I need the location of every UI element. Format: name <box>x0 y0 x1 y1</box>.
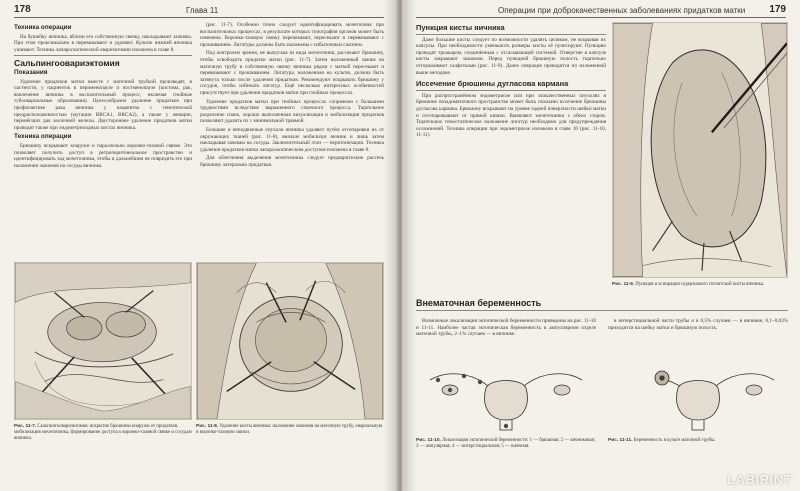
figure-caption-text: Сальпингоовариэктомия: вскрытие брюшины кнаружи от придатков, мобилизация мочеточника, формирование доступа к воронко-тазовой связке и сосудам яичника. <box>14 424 192 441</box>
right-page <box>402 0 800 491</box>
figure-caption-text: Удаление кисты яичника: наложение зажимов на маточную трубу, овариальную и воронко-тазовую связки. <box>196 424 383 435</box>
body-paragraph: Удаление придатков матки при гнойных процессах сопряжено с большими трудностями вследствие выраженного спаечного процесса. Тщательное разделение спаек, хорошо выполненная визуализация и мобилизация придатков позволяют удалить их с минимальной травмой. <box>200 98 384 125</box>
left-column-1 <box>14 22 192 171</box>
section-rule <box>14 55 192 56</box>
figure-caption-text: Локализация эктопической беременности: 1 — брюшная; 2 — яичниковая; 3 — ампулярная; 4 — интерстициальная; 5 — шеечная. <box>416 438 596 449</box>
figure-11-7-illustration <box>14 262 192 420</box>
uterus-stump-pregnancy-icon <box>608 350 788 434</box>
figure-11-10-caption <box>416 438 596 450</box>
header-rule-right <box>416 17 786 18</box>
figure-11-9-caption <box>612 282 788 288</box>
body-paragraph: в интерстициальной части трубы и в 0,5% случаев — в яичнике; 0,1–0,03% приходится на шейку матки и брюшную полость. <box>608 318 788 331</box>
figure-11-8-illustration <box>196 262 384 420</box>
figure-11-7-caption <box>14 424 192 441</box>
figure-11-11-caption <box>608 438 788 444</box>
running-head-right: Операции при доброкачественных заболеваниях придатков матки <box>498 6 746 15</box>
figure-label: Рис. 11-7. <box>14 424 37 429</box>
page-number-right: 179 <box>769 4 786 15</box>
body-paragraph: На бушейку яичника, вблизи его собственную связку, накладывают зажимы. При этом проксимально в перевязывают и удаляют. Культю нижней яичника ушивают. Техника лапароскопической овариэктомии изложена в главе 8. <box>14 33 192 53</box>
sub-heading: Техника операции <box>14 133 72 141</box>
body-paragraph: Удаление придатков матки вместе с маточной трубкой производят, в частности, у пациенток в перименопаузе и постменопаузе (кистома, рак, вовлечение яичника в воспалительный процесс, включая гнойные тубоовариальные образования). Целесообразно удаление придатков при профилактике рака яичника у пациенток с генетической предрасположенностью (мутации BRCA1, BRCA2), а также у женщин, перенёсших рак молочной железы. Двустороннее удаление придатков матки проводят также при эндометриоидных кистах яичника. <box>14 78 192 131</box>
store-watermark: LABIRINT <box>727 472 792 487</box>
figure-caption-text: Пункция и аспирация содержимого гигантской кисты яичника. <box>635 282 765 287</box>
body-paragraph: Для облегчения выделения мочеточника следует предварительно рассечь брюшину латерально придатков. <box>200 155 384 168</box>
figure-11-11-illustration <box>608 350 788 434</box>
page-number-left: 178 <box>14 4 31 15</box>
right-column-1 <box>416 22 606 290</box>
body-paragraph: Даже большие кисты следует по возможности удалять целиком, не вскрывая их капсулы. При необходимости уменьшить размеры кисты её пунктируют. Пункцию проводят троакаром, соединённым с отсасывающей системой. Отверстие в капсуле кисты закрывают зажимом. Перед пункцией брюшную полость тщательно отгораживают салфетками (рис. 11-9). Далее операция проводится по изложенной выше методике. <box>416 36 606 76</box>
ectopic-text-right <box>608 318 788 333</box>
left-page <box>0 0 398 491</box>
ectopic-text-left <box>416 318 596 340</box>
body-paragraph: Большие и неподвижные опухоли яичника удаляют путём отсепаровки их от окружающих тканей (рис. 11-8), вначале мобилизуя яичник и лишь затем накладывая зажимы на сосуды. Заключительный этап — перитонизация. Техника удаления придатков матки лапароскопическим доступом изложена в главе 8. <box>200 126 384 153</box>
figure-label: Рис. 11-10. <box>416 438 441 443</box>
section-heading: Пункция кисты яичника <box>416 23 505 32</box>
running-head-left: Глава 11 <box>186 6 219 15</box>
section-heading: Техника операции <box>14 24 72 31</box>
body-paragraph: (рис. 11-7). Особенно точно следует идентифицировать мочеточник при воспалительных процессах, в результате которых топография органов может быть изменена. Воронко-тазовую связку пережимают, пересекают и перевязывают с прошиванием. Лигатуры должны быть наложены с избыточным сжатием. <box>200 22 384 48</box>
body-paragraph: Брюшину вскрывают кнаружи и параллельно воронко-тазовой связке. Это позволяет получить доступ в ретроперитонеальное пространство и идентифицировать ход мочеточника, чтобы в дальнейшем не повредить его при наложении зажимов на сосуды яичника. <box>14 142 192 169</box>
ovarian-cyst-puncture-icon <box>613 23 787 277</box>
header-rule-left <box>14 17 384 18</box>
figure-caption-text: Беременность в культе маточной трубы. <box>633 438 716 443</box>
section-heading: Иссечение брюшины дугласова кармана <box>416 79 569 89</box>
left-column-2 <box>200 22 384 262</box>
sub-heading: Показания <box>14 68 48 76</box>
uterus-diagram-icon <box>416 350 596 434</box>
figure-11-10-illustration <box>416 350 596 434</box>
ectopic-section <box>416 296 788 313</box>
figure-label: Рис. 11-11. <box>608 438 633 443</box>
section-heading: Сальпингоовариэктомия <box>14 58 120 69</box>
figure-11-8-caption <box>196 424 384 436</box>
section-rule <box>416 90 606 91</box>
figure-label: Рис. 11-8. <box>196 424 219 429</box>
body-paragraph: При распространённом эндометриозе или при злокачественных опухолях в брюшине позадиматочного пространства может быть показано иссечение брюшины дугласова кармана. Брюшину вскрывают на уровне задней поверхности шейки матки и отсепаровывают от прямой кишки. Выявляют мочеточники с обеих сторон. Тщательное гемостатическое наложение лигатур необходимо для предупреждения осложнений. Техника операции при эндометриозе изложена в главе 10 (рис. 11-10, 11-11). <box>416 92 606 139</box>
surgical-illustration-icon <box>197 263 383 419</box>
surgical-illustration-icon <box>15 263 191 419</box>
body-paragraph: Возможные локализации эктопической беременности приведены на рис. 11-10 и 11-11. Наиболее частая эктопическая беременность в ампуллярном отделе маточной трубы, 2–1% случаев — в яичнике. <box>416 318 596 338</box>
body-paragraph: Под контролем зрения, не выпуская из вида мочеточник, рассекают брюшину, чтобы освободить придатки матки (рис. 11-7). Затем наложенный зажим на маточную трубу и собственную связку яичника рядом с маткой пересекают и перевязывают с прошиванием. Лигатура, наложенная на культю, должна быть затянута только после удаления придатков. Рекомендуют вскрывать брюшину у сосудов, чтобы избежать лигатур. Ещё несколько интересных особенностей присутствует при удалении придатков матки при гнойных процессах. <box>200 50 384 96</box>
figure-label: Рис. 11-9. <box>612 282 635 287</box>
figure-11-9-illustration <box>612 22 788 278</box>
section-heading: Внематочная беременность <box>416 298 542 308</box>
section-rule <box>416 34 606 35</box>
section-rule <box>416 310 788 311</box>
page-curl-shadow <box>402 0 416 491</box>
